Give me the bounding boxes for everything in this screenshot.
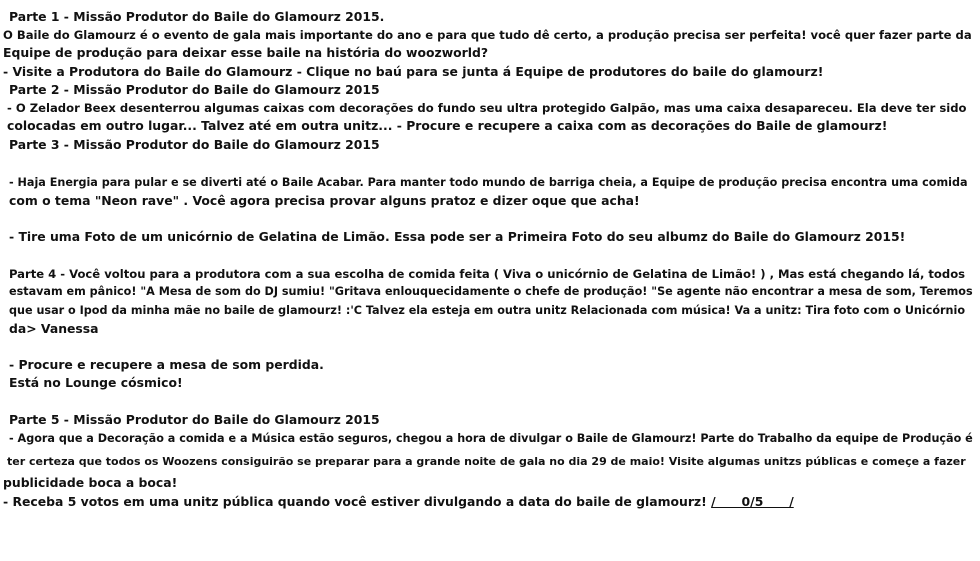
part1-intro-line1: O Baile do Glamourz é o evento de gala mais importante do ano e para que tudo dê certo, a produção precisa ser perfeita! você quer fazer parte da xyxy=(3,28,972,42)
part2-task-line2: colocadas em outro lugar... Talvez até em outra unitz... - Procure e recupere a caixa com as decorações do Baile de glamourz! xyxy=(7,118,888,133)
part5-task xyxy=(3,493,794,511)
vote-progress: / 0/5 / xyxy=(711,494,794,509)
part4-hint: Está no Lounge cósmico! xyxy=(9,375,183,390)
part5-title: Parte 5 - Missão Produtor do Baile do Glamourz 2015 xyxy=(9,412,380,427)
part5-line1: - Agora que a Decoração a comida e a Música estão seguros, chegou a hora de divulgar o Baile de Glamourz! Parte do Trabalho da equipe de Produção é xyxy=(9,432,973,445)
part1-title: Parte 1 - Missão Produtor do Baile do Glamourz 2015. xyxy=(9,9,385,24)
part2-title: Parte 2 - Missão Produtor do Baile do Glamourz 2015 xyxy=(9,82,380,97)
part5-task-text: - Receba 5 votos em uma unitz pública quando você estiver divulgando a data do baile de glamourz! xyxy=(3,494,707,509)
part3-task2: - Tire uma Foto de um unicórnio de Gelatina de Limão. Essa pode ser a Primeira Foto do seu albumz do Baile do Glamourz 2015! xyxy=(9,229,906,244)
part3-task1-line1: - Haja Energia para pular e se diverti até o Baile Acabar. Para manter todo mundo de barriga cheia, a Equipe de produção precisa encontra uma comida xyxy=(9,176,968,189)
part1-task: - Visite a Produtora do Baile do Glamourz - Clique no baú para se junta á Equipe de produtores do baile do glamourz! xyxy=(3,64,824,79)
part4-line3: que usar o Ipod da minha mãe no baile de glamourz! :'C Talvez ela esteja em outra unitz Relacionada com música! Va a unitz: Tira foto com o Unicórnio xyxy=(9,304,966,317)
part2-task-line1: - O Zelador Beex desenterrou algumas caixas com decorações do fundo seu ultra protegido Galpão, mas uma caixa desapareceu. Ela deve ter sido xyxy=(7,101,967,115)
part4-task: - Procure e recupere a mesa de som perdida. xyxy=(9,357,324,372)
part4-line1: Parte 4 - Você voltou para a produtora com a sua escolha de comida feita ( Viva o unicórnio de Gelatina de Limão! ) , Mas está chegando lá, todos xyxy=(9,267,966,281)
part4-line2: estavam em pânico! "A Mesa de som do DJ sumiu! "Gritava enlouquecidamente o chefe de produção! "Se agente não encontrar a mesa de som, Teremos xyxy=(9,285,973,298)
part3-title: Parte 3 - Missão Produtor do Baile do Glamourz 2015 xyxy=(9,137,380,152)
part3-task1-line2: com o tema "Neon rave" . Você agora precisa provar alguns pratoz e dizer oque que acha! xyxy=(9,193,640,208)
part5-line2: ter certeza que todos os Woozens consiguirão se preparar para a grande noite de gala no dia 29 de maio! Visite algumas unitzs públicas e começe a fazer xyxy=(7,455,966,468)
part5-line3: publicidade boca a boca! xyxy=(3,475,178,490)
part4-line4: da> Vanessa xyxy=(9,321,99,336)
part1-intro-line2: Equipe de produção para deixar esse baile na história do woozworld? xyxy=(3,45,489,60)
